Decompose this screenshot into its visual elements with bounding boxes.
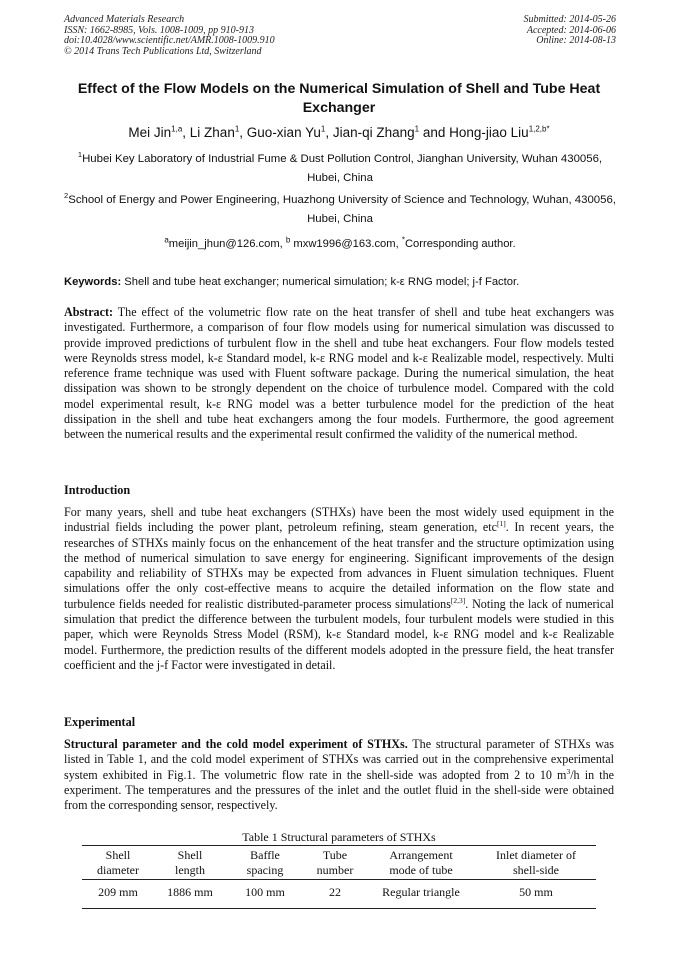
intro-text: . Noting the lack of numerical simulation that predict the difference between the turbulent models, four turbulent models were studied in this paper, which were Reynolds Stress Model (RSM), k-ε Standard model, k-ε RNG model and k-ε Realizable model. Furthermore, the prediction results of the different models adopted in the pressure field, the heat transfer coefficient and the j-f Factor were investigated in detail. [64,596,615,672]
table-cell: 50 mm [476,880,596,909]
journal-copyright: © 2014 Trans Tech Publications Ltd, Switzerland [64,45,262,57]
unit-superscript: 3 [566,766,571,776]
journal-issn: ISSN: 1662-8985, Vols. 1008-1009, pp 910-913 [64,24,254,36]
header-line: spacing [246,862,284,877]
table-header-row [82,846,596,880]
header-line: Inlet diameter of [496,848,576,862]
table-cell: 1886 mm [154,880,226,909]
email-mark: b [285,235,291,245]
header-line: diameter [97,862,139,877]
citation: [1] [496,519,506,529]
structural-parameters-table [82,845,596,909]
intro-text: For many years, shell and tube heat exchangers (STHXs) have been the most widely used equipment in the industrial fields including the power plant, petroleum refining, steam generation, etc [64,505,614,535]
table-caption: Table 1 Structural parameters of STHXs [242,830,436,844]
email-mark: a [164,235,169,245]
affiliation-text: School of Energy and Power Engineering, Huazhong University of Science and Technology, Wuhan, 430056, Hubei, China [68,194,616,225]
author-name: Mei Jin [128,125,172,140]
affiliation-mark: 2 [64,191,69,201]
introduction-paragraph [64,505,614,673]
author-emails [64,235,616,253]
header-line: Arrangement [389,848,453,862]
email-b: mxw1996@163.com, [290,238,402,250]
experimental-text: The structural parameter of STHXs was listed in Table 1, and the cold model experiment of STHXs was carried out in the comprehensive experimental system exhibited in Fig.1. The volumetric flow rate in the shell-side was adopted from 2 to 10 m [64,737,615,782]
table-cell: 100 mm [226,880,304,909]
table-header-cell [366,846,476,880]
header-line: Shell [105,848,131,862]
introduction-heading: Introduction [64,483,131,497]
journal-info [64,15,275,57]
keywords-label: Keywords: [64,276,122,288]
author-affiliation-mark: 1 [320,124,326,134]
subsection-heading: Structural parameter and the cold model experiment of STHXs. [64,737,408,751]
table-cell: 209 mm [82,880,154,909]
corresponding-author-note: Corresponding author. [404,238,516,250]
author-separator: , [239,125,247,140]
journal-name: Advanced Materials Research [64,14,185,25]
abstract [64,305,614,443]
experimental-heading: Experimental [64,715,136,729]
online-date: Online: 2014-08-13 [536,35,616,47]
keywords-text: Shell and tube heat exchanger; numerical simulation; k-ε RNG model; j-f Factor. [121,276,520,288]
author-name: Jian-qi Zhang [332,125,415,140]
table-header-cell [226,846,304,880]
abstract-text: The effect of the volumetric flow rate on the heat transfer of shell and tube heat exchangers was investigated. Furthermore, a comparison of four flow models using for numerical simulation was discussed to provide improved predictions of turbulent flow in the shell and tube heat exchangers. Four flow models tested were Reynolds stress model, k-ε Standard model, k-ε RNG model and k-ε Realizable model, respectively. Multi reference frame technique was used with Fluent software package. During the numerical simulation, the heat dissipation was shown to be strongly dependent on the choice of turbulence model. Compared with the cold model experimental result, k-ε RNG model was a better turbulence model for the prediction of the heat dissipation in the shell and tube heat exchangers among the four models. Furthermore, the good agreement between the numerical results and the experimental result confirmed the validity of the numerical method. [64,305,614,442]
email-a: meijin_jhun@126.com, [168,238,286,250]
author-affiliation-mark: 1 [414,124,420,134]
affiliation-mark: 1 [77,150,83,160]
author-affiliation-mark: 1,2,b* [528,124,550,134]
table-header-cell [82,846,154,880]
author-separator: , [182,125,190,140]
author-name: Li Zhan [189,125,235,140]
keywords [64,273,624,291]
abstract-label: Abstract: [64,305,114,319]
table-header-cell [476,846,596,880]
author-affiliation-mark: 1,a [171,124,183,134]
author-name: Hong-jiao Liu [449,125,529,140]
author-separator: , [325,125,333,140]
header-line: number [316,862,354,877]
header-line: Tube [322,848,348,862]
email-mark: * [401,235,405,245]
paper-title: Effect of the Flow Models on the Numerical Simulation of Shell and Tube Heat Exchanger [77,81,601,116]
table-cell: 22 [304,880,366,909]
affiliation-2 [64,191,616,229]
intro-text: . In recent years, the researches of STHXs mainly focus on the enhancement of the heat transfer and the structure optimization using the method of numerical simulation to save energy for engineering. Significant improvements of the design capability and reliability of STHXs may be expected from advances in Fluent simulation techniques. Fluent simulations offer the only cost-effective means to acquire the detailed information on the flow state and turbulence fields needed for realistic distributed-parameter process simulations [64,520,614,611]
header-line: Shell [177,848,203,862]
submission-dates [524,15,617,47]
table-header-cell [304,846,366,880]
affiliation-1 [64,150,616,188]
table-header-cell [154,846,226,880]
accepted-date: Accepted: 2014-06-06 [526,24,616,36]
citation: [2,3] [450,595,466,605]
author-and: and [419,125,450,140]
header-line: length [175,862,205,877]
experimental-paragraph [64,737,614,813]
header-line: Baffle [250,848,280,862]
author-list [40,124,638,142]
table-cell: Regular triangle [366,880,476,909]
header-line: shell-side [513,862,559,877]
experimental-text: /h in the experiment. The temperatures and the pressures of the inlet and the outlet fluid in the shell-side were obtained from the corresponding sensor, respectively. [64,767,614,813]
header-line: mode of tube [389,862,453,877]
submitted-date: Submitted: 2014-05-26 [523,14,616,25]
author-name: Guo-xian Yu [246,125,321,140]
affiliation-text: Hubei Key Laboratory of Industrial Fume & Dust Pollution Control, Jianghan University, Wuhan 430056, Hubei, China [82,153,603,184]
journal-doi: doi:10.4028/www.scientific.net/AMR.1008-1009.910 [64,35,275,47]
table-row [82,880,596,909]
author-affiliation-mark: 1 [234,124,240,134]
